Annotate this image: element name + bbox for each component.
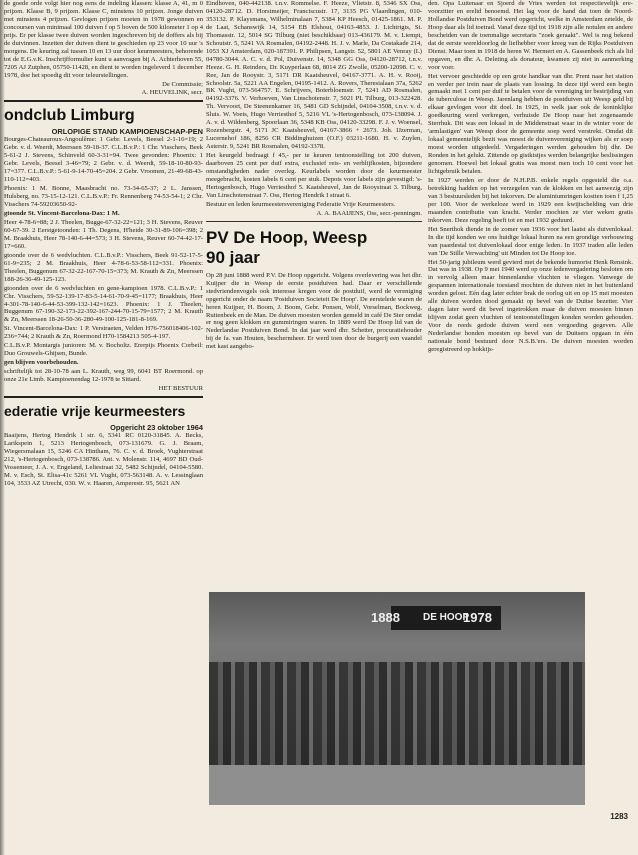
article-body-2: Het vervoer geschiedde op een grote handkar van dhr. Prent naar het station en verder per trein naar de plaats van lossing. In deze tijd werd een begin gemaakt met 1 cent per duif te betalen voor de vereniging ter bestrijding van de tuberculose in Weesp. Jarenlang hebben de postduiven uit Weesp geld bij elkaar gevlogen voor dit doel. In 1925, in welk jaar ook de koninklijke goedkeuring werd verkregen, verhuisde De Hoop naar het zogenaamde Sterrhuk. Dit was een lokaal in de Middenstraat waar in de winter voor de 'armlastigen' van Weesp door de gemeente soep werd verstrekt. Omdat dit lokaal gemeentelijk bezit was moest de duivenvereniging wijken als er soep moest worden uitgedeeld. Vergaderingen werden gehouden bij dhr. De Ronden in het gelukt. Zittende op gistkistjes werden belangrijke beslissingen genomen. Hoewel het lokaal gratis was moest men toch 10 cent voor het lichtgebruik betalen. bbox=[428, 72, 633, 176]
article-body-4: Het Snerthok diende in de zomer van 1936 voor het laatst als duivenlokaal. In die tijd konden we ons huidige lokaal huren na een grondige verbouwing van paardestal tot duivenlokaal door enige leden. In 1937 traden alle leden van 'De Stille Verwachting' uit Minden tot De Hoop toe. bbox=[428, 225, 633, 257]
secretary-signature: A. HEUVELINK, secr. bbox=[141, 89, 203, 97]
reservation-heading: gen blijven voorbehouden. bbox=[4, 359, 79, 367]
section-subtitle-federatie: Opgericht 23 oktober 1964 bbox=[110, 422, 203, 432]
column-right bbox=[428, 0, 633, 355]
keurmeester-addresses: Eindhoven, 040-442138. t.n.v. Rommelse. F. Heeze, Vlietstr. 8, 5346 SX Oss, 04120-28712. D. Horstmeijer, Franciscustr. 17, 3135 PG Vlaardingen, 010-353132. P. Klaysmans, Wilhelminalaan 7, 5384 KP Heesch, 01425-1861. M. P. de Laat, Schanswijk 14, 5154 EB Elshout, 04163-4853. J. Lichtrigts, St. Thomasstr. 12, 5014 SG Tilburg (niet beschikbaar) 013-436179. M. v. Liempt, Schoutstr. 5, 5241 VA Rosmalen, 04192-2448. H. J. v. Marle, Da Costakade 214, 1053 XJ Amsterdam, 020-187391. P. Philipsen, Langstr. 52, 5801 AE Venray (L) 04780-3044. A. C. v. d. Pol, Duivenstr. 14, 5348 GG Oss, 04120-28712, t.n.v. Heeze. G. H. Reinders, Dr. Kuyperlaan 68, 8014 ZG Zwolle, 05200-12098. C. v. Ree, Jan de Rooystr. 3, 5171 DR Kaatsheuvel, 04167-3771. A. H. v. Rooij, Schoolstr. 5a, 5221 AA Engelen, 04195-1412. A. Rovers, Theresialaan 37a, 5262 BK Vught, 073-564757. E. Schrijvers, Boterbloemstr. 7, 5241 AD Rosmalen, 04192-3376. V. Verhoeven, Van Linschotenstr. 7, 5021 PL Tilburg, 013-322428. Th. Vervoort, De Steenenkamer 16, 5481 GD Schijndel, 04104-3508, t.n.v. v. d. Sluis. W. Voets, Hugo Verriesthof 5, 5216 VL 's-Hertogenbosch, 073-138094. J. A. v. d. Wildenberg, Spoorlaan 36, 5348 KB Oss, 04120-33298. F. J. v. Woensel, Rozenbergstr. 4, 5171 JC Kaatsheuvel, 04167-3866 + 2673. Joh. IJzerman, Lucernehof 186, 8256 CR Biddinghuizen (O.F.) 03211-1680. H. v. Zuylen, Asterstr. 9, 5241 BR Rosmalen, 04192-3378. bbox=[206, 0, 422, 151]
article-body-1: den. Opa Luitenaar en Sjoerd de Vries werden tot respectievelijk ere-voorzitter en erelid benoemd. Het lag voor de hand dat toen de Noord-Hollandse Postduiven Bond werd opgericht, welke in Amsterdam zetelde, de Hoop daar als lid toetrad. Vanaf deze tijd tot 1918 zijn alle notulen en andere bescheiden van de toenmalige secretaris "zoek geraakt". Wel is nog bekend dat de eerste wereldoorlog de liefhebber voor kreeg van de Rijks Postduiven Dienst. Maar toen in 1918 de heren W. Hermert en A. Gassenbeek rich als lid opgaven, en dhr. A. Deleting als donateur, kwamen zij niet in aanmerking voor voer. bbox=[428, 0, 633, 71]
group-photo bbox=[209, 592, 585, 805]
vincent-results-1: Heer 4-78-6=88; 2 J. Theelen, Bugge-67-32-22=121; 3 H. Stevens, Reuver 60-67-39. 2 Eerstgetoonden: 1 Th. Degens, H'heide 30-31-89-106=398; 2 M. Braakhuis, Heer 78-140-6-44=573; 3 H. Stevens, Reuver 60-74-42-17-17=660. bbox=[4, 218, 203, 250]
column-left bbox=[4, 0, 203, 489]
limburg-results-1: Bourges-Chateauroux-Angoulême: 1 Gebr. Levels, Beesel 2-1-16=19; 2 Gebr. v. d. Weerdt, Meerssen 59-18-37. C.L.B.v.P.: 1 Chr. Visschers, Beek 5-61-2 J. Stevens, Schinveld 60-3-31=94. Twee gevonden: Phoenix: 1 Gebr. Levels, Beesel 3-46=79; 2 Gebr. v. d. Weerdt, 59-18-10-80-93-17=377. C.L.B.v.P.: 5-61-9-14-70-45=204. 2 Gebr. Vroomen, 21-49-68-43-110-112=403. bbox=[4, 136, 203, 184]
baaijens-signature: A. A. BAAIJENS, Oss, secr.-penningm. bbox=[316, 209, 422, 217]
divider bbox=[206, 221, 422, 222]
article-body-start: Op 28 juni 1888 werd P.V. De Hoop opgericht. Volgens overlevering was het dhr. Kuijper die in Weesp de eerste postduiven had. Daar er verschillende stedvriendenvogels ook interesse kregen voor de postduif, werd de vereniging opgericht onder de naam 'Postduiven Societeit De Hoop'. De eerstelede waren de heren Kuijper, H. Boom, J. Boom, Gebr. Ponsen, Wolf, Vorselman, Bockweg, Ruitenbeek en de Man. De duiven moesten worden gemeld in café De Ster omdat er nog geen klokken en gummiringen waren. In 1889 werd De Hoop lid van de Nederlandse Postduiven Bond. In dat jaar werd dhr. Schetter, procuratiehouder bij de fa. van Houten, beschermheer. Er werd toen door de burgerij een vaandel met kast aangebo- bbox=[206, 271, 422, 351]
photo-ground bbox=[209, 765, 585, 805]
federatie-members: Baaijens, Hertog Hendrik 1 str. 6, 5341 RC 0120-31845. A. Becks, Larikspein 1, 5213 Hertogenbosch, 073-131679. G. J. Braam, Wiegersmalaan 15, 5246 CA Hintham, 76. C. v. d. Broek, Vughterstraat 212, 's-Hertogenbosch, 073-138786. Ant. v. Molenstr. 114, 4697 BD Oud-Vossemeer, J. A. v. Engeland, Leliestraat 32, 5482 Schijndel, 04104-5580. M. v. Esch, St. Elisa-41c 5261 VL Vught, 073-563148. A. v. Lessinglaan 104, 3533 AZ Utrecht, 030. W. v. Haaren, Amperestr. 95, 5621 AN bbox=[4, 431, 203, 487]
bestuur-signature: HET BESTUUR bbox=[158, 385, 203, 393]
section-title-federatie: ederatie vrije keurmeesters bbox=[4, 402, 186, 419]
reservation-text: schriftelijk tot 28-10-78 aan L. Krauth, weg 99, 6041 BT Roermond. op onze 21e Limb. Kampioenendag 12-1978 te Sittard. bbox=[4, 368, 203, 384]
keurgeld-text: Het keurgeld bedraagt f 45,- per te keuren tentoonstelling tot 200 duiven, daarboven 25 cent per duif extra, exclusief reis- en verblijfkosten, bijzondere omstandigheden nader overleg. Keurlabels worden door de keurmeester meegebracht, kosten labels 6 cent per stuk. Depots voor labels zijn gevestigd: 's-Hertogenbosch, Hugo Verriesthof 5. Kaatsheuvel, Jan de Rooystraat 3. Tilburg, Van Linschotenstraat 7. Oss, Hertog Hendrik I straat 6. bbox=[206, 152, 422, 199]
sign-year-end: 1978 bbox=[463, 610, 492, 625]
divider bbox=[4, 100, 203, 102]
article-title-line1: PV De Hoop, Weesp bbox=[206, 227, 368, 247]
column-middle bbox=[206, 0, 422, 352]
club-sign bbox=[371, 606, 501, 630]
article-body-5: Het 50-jarig jubileum werd gevierd met de bekende humorist Henk Rensink. Dat was in 1938. Op 9 mei 1940 werd op onze ledenvergadering besloten om in vervolg alleen maar binnenlandse vluchten te vliegen. Vanwege de gespannen internationale toestand mochten de duiven niet in het buitenland worden gelost. Eén dag later echter brak de oorlog uit en op 15 mei moesten alle duiven worden dood gemaakt op bevel van de Duitse bezetter. Vier dagen later werd dit bevel ingetrokken maar de duiven moesten binnen blijven zodat geen vluchten of tentoonstellingen konden worden gehouden. Voor de reeds gedode duiven werd een vergoeding gegeven. Alle Nederlandse honden moesten op bevel van de Duitsers opgaan in één nationale bond bestuurd door N.S.B.'ers. De duiven moesten worden geregistreerd op hokkijs- bbox=[428, 258, 633, 353]
intro-text: de goede orde volgt hier nog eens de indeling klassen: klasse A, 41, m 0 prijzen. Klasse B, 9 prijzen. Klasse C, minstens 10 prijzen. Jonge duiven met minstens 4 prijzen. Gevlogen prijzen moeten in 1978 gewonnen en concoursen van minimaal 100 duiven f op 5 boven de 500 kilometer 1 op 4 prijs. Er per klasse twee duiven worden ingeschreven bij de doffers als bij de duivinnen. Inzetten der duiven dient te geschieden op 23 voor 10 uur 's morgens. De keuring zal tussen 10 en 13 uur door keurmeesters, behorende tot de E.G.v.K. Inschrijfformulier kunt u aanvragen bij A. Achterhoven 55, 7205 AJ Zutphen, 05750-11428, en dient te worden ingeleverd 1 december 1978, doe het spoedig dit voor teleurstellingen. bbox=[4, 0, 203, 79]
vincent-results-4: St. Vincent-Barcelona-Dax: 1 P. Verstraeten, Velden H76-756018406-102-236=744; 2 Krauth & Zn, Roermond H70-1584213 505-4-197. bbox=[4, 325, 203, 341]
sign-year-start: 1888 bbox=[371, 610, 400, 625]
article-body-3: In 1927 werden er door de N.H.P.B. enkele regels opgesteld die o.a. betrekking hadden op het verzegelen van de klokken en het aanwezig zijn van 3 bestuursleden bij het inkorven. De aluminiumringen kostten toen f 1,25 per 100. Voor de werkeloze werd in 1929 een kwijtschelding van drie maanden contributie van kracht. Verder mochten ze vier weken gratis inkorven. Deze regeling heeft tot en met 1932 geduurd. bbox=[428, 176, 633, 224]
vincent-heading: gtoonde St. Vincent-Barcelona-Dax: 1 M. bbox=[4, 210, 120, 218]
section-subtitle-limburg: ORLOPIGE STAND KAMPIOENSCHAP-PEN bbox=[51, 127, 203, 137]
montargis-results: C.L.B.v.P. Montargis junioren: M. v. Bocholtz. Ererpijs Phoenix Corbeil: Duo Grouwels-Ghijsen, Bunde. bbox=[4, 342, 203, 358]
commissie-label: De Commissie; bbox=[162, 80, 203, 88]
sign-club-name: DE HOOP bbox=[423, 612, 470, 623]
limburg-results-2: Phoenix: 1 M. Bonne, Maasbracht no. 73-34-65-37; 2 L. Janssen, Hulsberg, no. 73-15-12-121. C.L.B.v.P.: Fr. Rennenberg 74-53-54-1; 2 Chr. Visschers 74-59203650-92- bbox=[4, 185, 203, 209]
article-title-line2: 90 jaar bbox=[206, 247, 260, 267]
divider bbox=[4, 396, 203, 398]
section-title-limburg: ondclub Limburg bbox=[4, 107, 135, 125]
bestuur-text: Bestuur en leden keurmeestersvereniging Federatie Vrije Keurmeesters. bbox=[206, 200, 396, 208]
vincent-results-2: gtoonde over de 6 wedvluchten. C.L.B.v.P.: Visschers, Beek 91-52-17-5-61-9=235; 2 M. Braakhuis, Heer 4-78-6-53-58-112=331. Phoenix: Theelen, Buggenum 67-32-22-167-70-15=373; M. Krauth & Zn, Meerssen 188-26-36-49-125-123. bbox=[4, 251, 203, 283]
page-number: 1283 bbox=[610, 812, 628, 821]
photo-crowd bbox=[209, 662, 585, 772]
article-title bbox=[206, 228, 422, 268]
vincent-results-3: gtoonden over de 6 wedvluchten en gene-kampioen 1978. C.L.B.v.P.: 1 Chr. Visschers, 59-52-139-17-83-5-14-61-70-9-45=1177; Braakhuis, Heer 4-301-78-140-6-44-53-399-132-142=1623. Phoenix: 1 J. Theelen, Buggenum 67-190-32-173-22-392-167-244-70-15-79=1577; 2 M. Krauth & Zn, Meerssen 18-26-50-36-280-49-100-125-181-8-169. bbox=[4, 284, 203, 324]
